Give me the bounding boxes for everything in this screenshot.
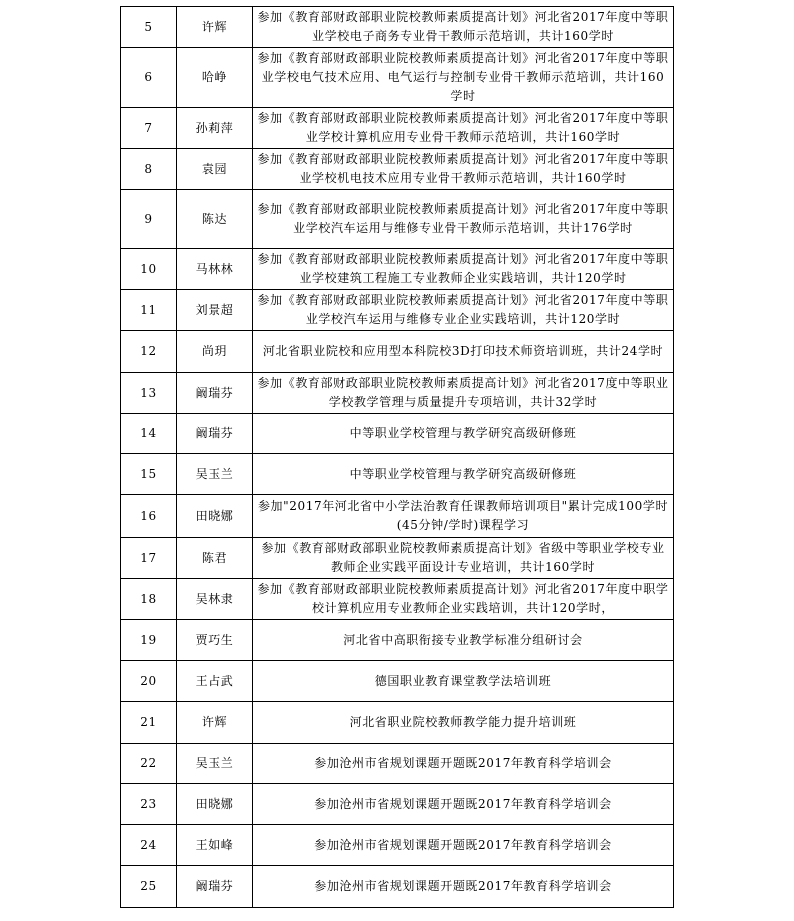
training-description: 河北省职业院校教师教学能力提升培训班 [253, 702, 674, 744]
row-number: 19 [121, 620, 177, 661]
table-row [121, 784, 674, 825]
row-number: 16 [121, 495, 177, 538]
table-row [121, 149, 674, 190]
teacher-name: 许辉 [177, 702, 253, 744]
training-description: 参加沧州市省规划课题开题既2017年教育科学培训会 [253, 825, 674, 866]
table-row [121, 825, 674, 866]
table-row [121, 48, 674, 108]
training-description: 参加《教育部财政部职业院校教师素质提高计划》河北省2017年度中等职业学校机电技术应用专业骨干教师示范培训，共计160学时 [253, 149, 674, 190]
table-row [121, 495, 674, 538]
teacher-name: 许辉 [177, 7, 253, 48]
table-body [121, 7, 674, 908]
training-description: 参加沧州市省规划课题开题既2017年教育科学培训会 [253, 866, 674, 908]
row-number: 12 [121, 331, 177, 373]
table-row [121, 331, 674, 373]
row-number: 9 [121, 190, 177, 249]
table-row [121, 190, 674, 249]
teacher-name: 尚玥 [177, 331, 253, 373]
training-description: 中等职业学校管理与教学研究高级研修班 [253, 414, 674, 454]
training-records-table [120, 6, 674, 908]
table-row [121, 7, 674, 48]
row-number: 5 [121, 7, 177, 48]
teacher-name: 孙莉萍 [177, 108, 253, 149]
table-row [121, 249, 674, 290]
row-number: 25 [121, 866, 177, 908]
table-row [121, 108, 674, 149]
row-number: 17 [121, 538, 177, 579]
teacher-name: 贾巧生 [177, 620, 253, 661]
teacher-name: 田晓娜 [177, 495, 253, 538]
table-row [121, 702, 674, 744]
row-number: 14 [121, 414, 177, 454]
teacher-name: 刘景超 [177, 290, 253, 331]
teacher-name: 王占武 [177, 661, 253, 702]
teacher-name: 田晓娜 [177, 784, 253, 825]
row-number: 24 [121, 825, 177, 866]
table-row [121, 620, 674, 661]
training-description: 参加《教育部财政部职业院校教师素质提高计划》河北省2017度中等职业学校教学管理与质量提升专项培训，共计32学时 [253, 373, 674, 414]
table-row [121, 414, 674, 454]
row-number: 6 [121, 48, 177, 108]
teacher-name: 哈峥 [177, 48, 253, 108]
table-row [121, 579, 674, 620]
training-description: 参加《教育部财政部职业院校教师素质提高计划》省级中等职业学校专业教师企业实践平面设计专业培训，共计160学时 [253, 538, 674, 579]
row-number: 21 [121, 702, 177, 744]
training-description: 参加沧州市省规划课题开题既2017年教育科学培训会 [253, 784, 674, 825]
teacher-name: 王如峰 [177, 825, 253, 866]
row-number: 18 [121, 579, 177, 620]
table-row [121, 373, 674, 414]
teacher-name: 马林林 [177, 249, 253, 290]
teacher-name: 陈达 [177, 190, 253, 249]
row-number: 23 [121, 784, 177, 825]
teacher-name: 吴玉兰 [177, 744, 253, 784]
training-description: 参加"2017年河北省中小学法治教育任课教师培训项目"累计完成100学时(45分钟/学时)课程学习 [253, 495, 674, 538]
row-number: 22 [121, 744, 177, 784]
row-number: 7 [121, 108, 177, 149]
training-description: 参加《教育部财政部职业院校教师素质提高计划》河北省2017年度中等职业学校汽车运用与维修专业骨干教师示范培训，共计176学时 [253, 190, 674, 249]
row-number: 10 [121, 249, 177, 290]
training-description: 参加《教育部财政部职业院校教师素质提高计划》河北省2017年度中等职业学校汽车运用与维修专业企业实践培训，共计120学时 [253, 290, 674, 331]
table-row [121, 290, 674, 331]
row-number: 15 [121, 454, 177, 495]
table-row [121, 454, 674, 495]
teacher-name: 阚瑞芬 [177, 373, 253, 414]
table-row [121, 661, 674, 702]
training-description: 参加《教育部财政部职业院校教师素质提高计划》河北省2017年度中等职业学校建筑工程施工专业教师企业实践培训，共计120学时 [253, 249, 674, 290]
training-description: 河北省中高职衔接专业教学标准分组研讨会 [253, 620, 674, 661]
teacher-name: 阚瑞芬 [177, 414, 253, 454]
table-row [121, 866, 674, 908]
training-description: 参加《教育部财政部职业院校教师素质提高计划》河北省2017年度中等职业学校电气技术应用、电气运行与控制专业骨干教师示范培训，共计160学时 [253, 48, 674, 108]
row-number: 20 [121, 661, 177, 702]
row-number: 11 [121, 290, 177, 331]
row-number: 13 [121, 373, 177, 414]
teacher-name: 陈君 [177, 538, 253, 579]
teacher-name: 阚瑞芬 [177, 866, 253, 908]
row-number: 8 [121, 149, 177, 190]
table-row [121, 744, 674, 784]
training-description: 参加沧州市省规划课题开题既2017年教育科学培训会 [253, 744, 674, 784]
training-description: 参加《教育部财政部职业院校教师素质提高计划》河北省2017年度中等职业学校电子商务专业骨干教师示范培训，共计160学时 [253, 7, 674, 48]
training-description: 德国职业教育课堂教学法培训班 [253, 661, 674, 702]
teacher-name: 吴玉兰 [177, 454, 253, 495]
table-row [121, 538, 674, 579]
training-description: 参加《教育部财政部职业院校教师素质提高计划》河北省2017年度中职学校计算机应用专业教师企业实践培训，共计120学时， [253, 579, 674, 620]
training-description: 河北省职业院校和应用型本科院校3D打印技术师资培训班，共计24学时 [253, 331, 674, 373]
teacher-name: 袁园 [177, 149, 253, 190]
training-description: 中等职业学校管理与教学研究高级研修班 [253, 454, 674, 495]
training-description: 参加《教育部财政部职业院校教师素质提高计划》河北省2017年度中等职业学校计算机应用专业骨干教师示范培训，共计160学时 [253, 108, 674, 149]
teacher-name: 吴林隶 [177, 579, 253, 620]
